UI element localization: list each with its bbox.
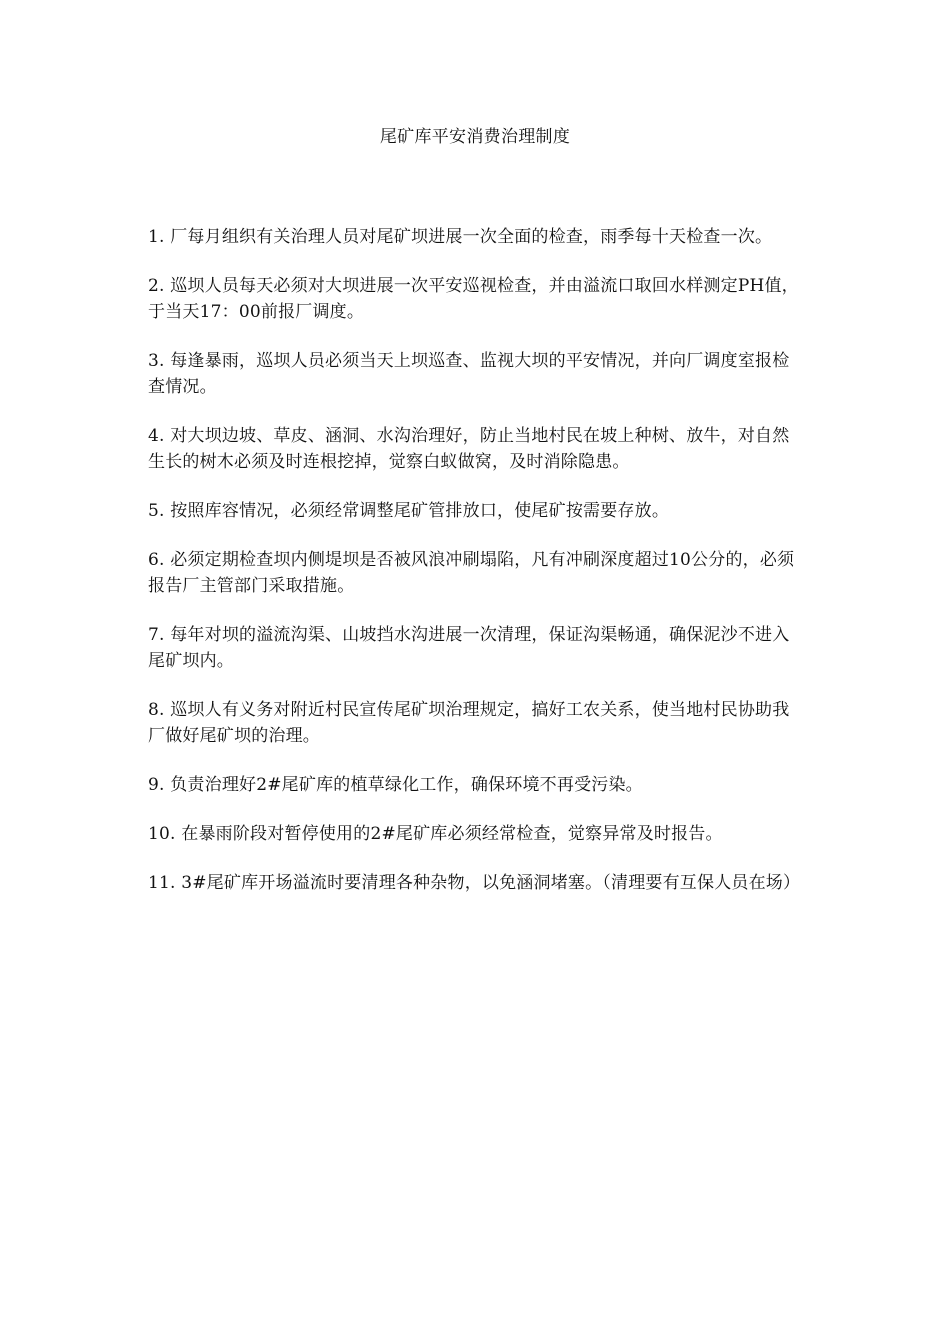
rule-item-3: 3. 每逢暴雨，巡坝人员必须当天上坝巡查、监视大坝的平安情况，并向厂调度室报检查情况。 bbox=[148, 351, 790, 397]
rule-item-4: 4. 对大坝边坡、草皮、涵洞、水沟治理好，防止当地村民在坡上种树、放牛，对自然生长的树木必须及时连根挖掉，觉察白蚁做窝，及时消除隐患。 bbox=[148, 426, 790, 472]
rule-item-9: 9. 负责治理好2#尾矿库的植草绿化工作，确保环境不再受污染。 bbox=[148, 775, 643, 795]
rule-item-8: 8. 巡坝人有义务对附近村民宣传尾矿坝治理规定，搞好工农关系，使当地村民协助我厂做好尾矿坝的治理。 bbox=[148, 700, 790, 746]
document-title: 尾矿库平安消费治理制度 bbox=[379, 127, 571, 147]
rule-item-10: 10. 在暴雨阶段对暂停使用的2#尾矿库必须经常检查，觉察异常及时报告。 bbox=[148, 824, 723, 844]
rule-item-5: 5. 按照库容情况，必须经常调整尾矿管排放口，使尾矿按需要存放。 bbox=[148, 501, 670, 521]
rule-item-2: 2. 巡坝人员每天必须对大坝进展一次平安巡视检查，并由溢流口取回水样测定PH值，于当天17：00前报厂调度。 bbox=[148, 276, 799, 322]
rule-item-11: 11. 3#尾矿库开场溢流时要清理各种杂物，以免涵洞堵塞。（清理要有互保人员在场） bbox=[148, 873, 801, 893]
rule-item-1: 1. 厂每月组织有关治理人员对尾矿坝进展一次全面的检查，雨季每十天检查一次。 bbox=[148, 227, 773, 247]
document-body bbox=[148, 224, 802, 919]
rule-item-6: 6. 必须定期检查坝内侧堤坝是否被风浪冲刷塌陷，凡有冲刷深度超过10公分的，必须报告厂主管部门采取措施。 bbox=[148, 550, 795, 596]
rule-item-7: 7. 每年对坝的溢流沟渠、山坡挡水沟进展一次清理，保证沟渠畅通，确保泥沙不进入尾矿坝内。 bbox=[148, 625, 790, 671]
